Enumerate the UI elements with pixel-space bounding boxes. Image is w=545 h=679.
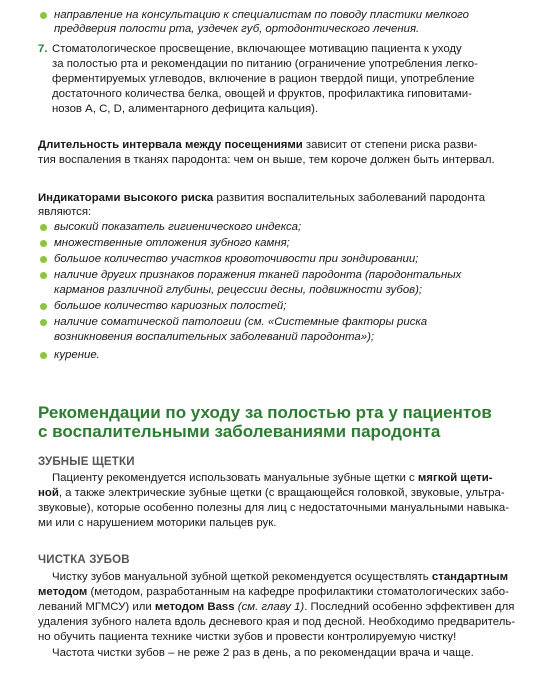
item7-line3: ферментируемых углеводов, включение в рацион твердой пищи, употребление [52, 73, 475, 85]
indicator-item: наличие соматической патологии (см. «Системные факторы риска [54, 316, 428, 328]
cleaning-l3-bold: методом Bass [154, 601, 235, 613]
cleaning-l3-italic: (см. главу 1) [234, 601, 305, 613]
item7-line2: за полостью рта и рекомендации по питанию (ограничение употребления легко- [52, 58, 478, 70]
indicator-item: большое количество кариозных полостей; [54, 300, 287, 312]
item7-number: 7. [38, 43, 48, 55]
cleaning-l1-bold: стандартным [431, 571, 509, 583]
item7-line5: нозов A, C, D, алиментарного дефицита кальция). [52, 103, 319, 115]
indicator-item-cont: возникновения воспалительных заболеваний пародонта»); [54, 331, 375, 343]
indicators-rest: развития воспалительных заболеваний пародонта [213, 192, 486, 204]
brushes-heading: ЗУБНЫЕ ЩЕТКИ [38, 456, 135, 468]
cleaning-line6 [38, 646, 474, 660]
bullet-icon [40, 272, 47, 279]
interval-bold: Длительность интервала между посещениями [38, 139, 303, 151]
cleaning-l2-text: (методом, разработанным на кафедре профилактики стоматологических забо- [87, 586, 509, 598]
brushes-l2-text: , а также электрические зубные щетки (с вращающейся головкой, звуковые, ультра- [58, 487, 505, 499]
brushes-line4: ми или с нарушением моторики пальцев рук. [38, 517, 277, 529]
intro-bullet-line2: преддверия полости рта, уздечек губ, ортодонтического лечения. [54, 23, 420, 35]
bullet-icon [40, 224, 47, 231]
cleaning-l6-text: Частота чистки зубов – не реже 2 раз в день, а по рекомендации врача и чаще. [52, 647, 474, 659]
bullet-icon [40, 303, 47, 310]
bullet-icon [40, 12, 47, 19]
indicators-line2: являются: [38, 206, 92, 218]
interval-line1 [38, 138, 477, 152]
cleaning-l1-text: Чистку зубов мануальной зубной щеткой рекомендуется осуществлять [52, 571, 432, 583]
indicators-bold: Индикаторами высокого риска [38, 192, 214, 204]
indicator-item: большое количество участков кровоточивости при зондировании; [54, 253, 419, 265]
cleaning-line2 [38, 585, 509, 599]
indicator-item: курение. [54, 349, 100, 361]
brushes-line3: звуковые), которые особенно полезны для лиц с недостаточными мануальными навыка- [38, 502, 510, 514]
cleaning-l3-text: леваний МГМСУ) или [38, 601, 155, 613]
cleaning-line1 [38, 570, 508, 584]
cleaning-line3 [38, 600, 514, 614]
cleaning-line4: удаления зубного налета вдоль десневого края и под десной. Необходимо предваритель- [38, 616, 516, 628]
brushes-line1 [38, 471, 493, 485]
brushes-l1-bold: мягкой щети- [417, 472, 493, 484]
cleaning-l3-rest: . Последний особенно эффективен для [304, 601, 515, 613]
bullet-icon [40, 319, 47, 326]
indicator-item: наличие других признаков поражения тканей пародонта (пародонтальных [54, 269, 462, 281]
interval-rest: зависит от степени риска разви- [302, 139, 478, 151]
indicators-line1 [38, 191, 485, 205]
bullet-icon [40, 240, 47, 247]
brushes-l1-text: Пациенту рекомендуется использовать мануальные зубные щетки с [52, 472, 418, 484]
indicator-item: высокий показатель гигиенического индекса; [54, 221, 302, 233]
cleaning-line5: но обучить пациента технике чистки зубов и провести контролируемую чистку! [38, 631, 457, 643]
section-title-line2: с воспалительными заболеваниями пародонта [38, 422, 441, 441]
cleaning-heading: ЧИСТКА ЗУБОВ [38, 554, 130, 566]
brushes-l2-bold: ной [38, 487, 59, 499]
interval-line2: тия воспаления в тканях пародонта: чем он выше, тем короче должен быть интервал. [38, 154, 495, 166]
intro-bullet-line1: направление на консультацию к специалистам по поводу пластики мелкого [54, 9, 470, 21]
brushes-line2 [38, 486, 505, 500]
item7-line4: достаточного количества белка, овощей и фруктов, профилактика гиповитами- [52, 88, 472, 100]
cleaning-l2-bold: методом [38, 586, 88, 598]
item7-line1: Стоматологическое просвещение, включающее мотивацию пациента к уходу [52, 43, 462, 55]
bullet-icon [40, 256, 47, 263]
section-title-line1: Рекомендации по уходу за полостью рта у пациентов [38, 403, 492, 422]
indicator-item: множественные отложения зубного камня; [54, 237, 290, 249]
bullet-icon [40, 352, 47, 359]
indicator-item-cont: карманов различной глубины, рецессии десны, подвижности зубов); [54, 284, 423, 296]
